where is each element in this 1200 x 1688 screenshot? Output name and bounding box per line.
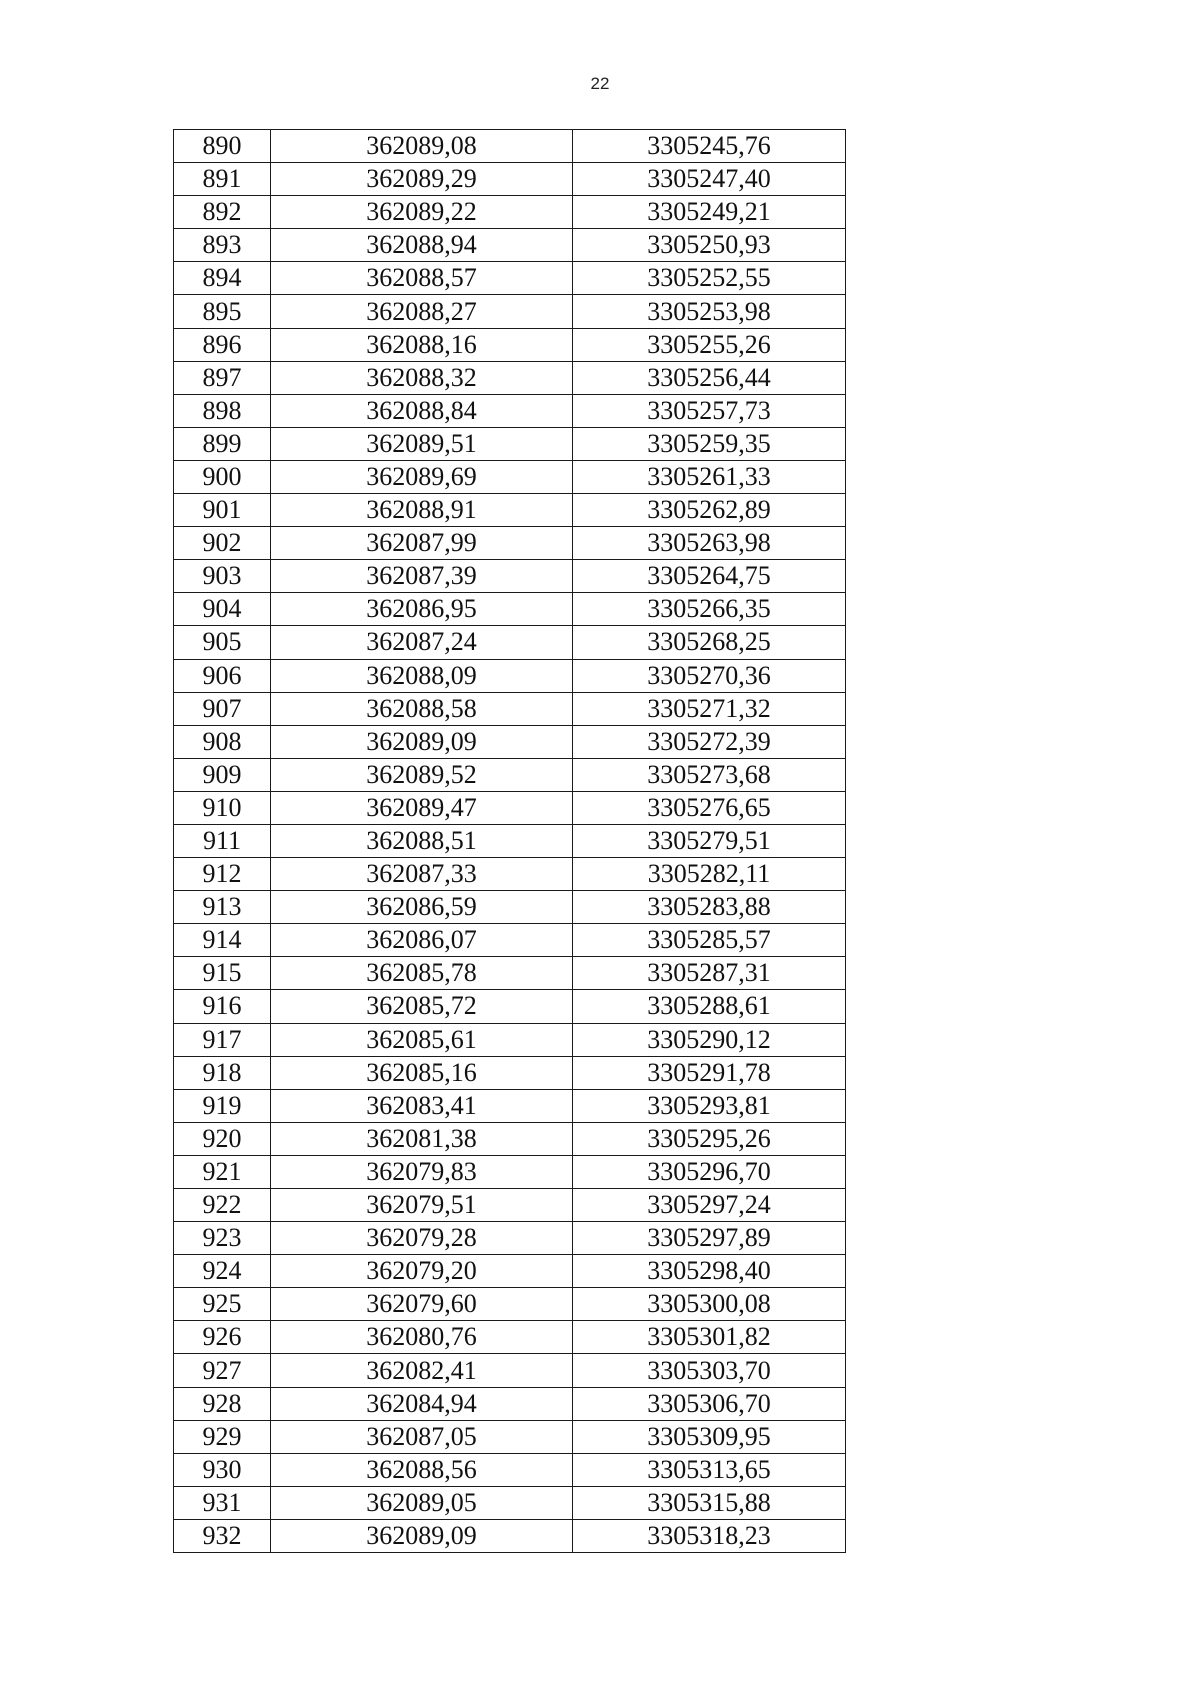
table-row	[174, 1387, 846, 1420]
y-coordinate-cell: 3305273,68	[573, 758, 846, 791]
point-number-cell: 906	[174, 659, 271, 692]
table-row	[174, 295, 846, 328]
y-coordinate-cell: 3305264,75	[573, 560, 846, 593]
point-number-cell: 912	[174, 858, 271, 891]
table-row	[174, 659, 846, 692]
x-coordinate-cell: 362088,32	[271, 361, 573, 394]
x-coordinate-cell: 362085,61	[271, 1023, 573, 1056]
y-coordinate-cell: 3305263,98	[573, 527, 846, 560]
y-coordinate-cell: 3305266,35	[573, 593, 846, 626]
x-coordinate-cell: 362081,38	[271, 1122, 573, 1155]
y-coordinate-cell: 3305309,95	[573, 1420, 846, 1453]
y-coordinate-cell: 3305318,23	[573, 1519, 846, 1552]
table-row	[174, 427, 846, 460]
x-coordinate-cell: 362089,52	[271, 758, 573, 791]
table-row	[174, 1486, 846, 1519]
table-row	[174, 1056, 846, 1089]
y-coordinate-cell: 3305256,44	[573, 361, 846, 394]
point-number-cell: 923	[174, 1222, 271, 1255]
table-row	[174, 725, 846, 758]
point-number-cell: 909	[174, 758, 271, 791]
point-number-cell: 900	[174, 460, 271, 493]
point-number-cell: 903	[174, 560, 271, 593]
x-coordinate-cell: 362085,72	[271, 990, 573, 1023]
point-number-cell: 931	[174, 1486, 271, 1519]
x-coordinate-cell: 362084,94	[271, 1387, 573, 1420]
table-row	[174, 130, 846, 163]
x-coordinate-cell: 362086,95	[271, 593, 573, 626]
point-number-cell: 914	[174, 924, 271, 957]
x-coordinate-cell: 362088,91	[271, 494, 573, 527]
y-coordinate-cell: 3305268,25	[573, 626, 846, 659]
y-coordinate-cell: 3305247,40	[573, 163, 846, 196]
point-number-cell: 898	[174, 394, 271, 427]
point-number-cell: 920	[174, 1122, 271, 1155]
x-coordinate-cell: 362089,09	[271, 725, 573, 758]
table-row	[174, 1453, 846, 1486]
y-coordinate-cell: 3305272,39	[573, 725, 846, 758]
y-coordinate-cell: 3305300,08	[573, 1288, 846, 1321]
x-coordinate-cell: 362079,51	[271, 1189, 573, 1222]
table-row	[174, 692, 846, 725]
table-row	[174, 328, 846, 361]
y-coordinate-cell: 3305279,51	[573, 824, 846, 857]
x-coordinate-cell: 362085,16	[271, 1056, 573, 1089]
table-row	[174, 163, 846, 196]
table-row	[174, 891, 846, 924]
x-coordinate-cell: 362079,83	[271, 1155, 573, 1188]
table-row	[174, 1122, 846, 1155]
x-coordinate-cell: 362088,57	[271, 262, 573, 295]
x-coordinate-cell: 362089,22	[271, 196, 573, 229]
point-number-cell: 927	[174, 1354, 271, 1387]
y-coordinate-cell: 3305313,65	[573, 1453, 846, 1486]
x-coordinate-cell: 362089,69	[271, 460, 573, 493]
x-coordinate-cell: 362088,09	[271, 659, 573, 692]
point-number-cell: 918	[174, 1056, 271, 1089]
point-number-cell: 901	[174, 494, 271, 527]
table-row	[174, 1155, 846, 1188]
page-number: 22	[590, 74, 610, 93]
x-coordinate-cell: 362087,39	[271, 560, 573, 593]
y-coordinate-cell: 3305290,12	[573, 1023, 846, 1056]
y-coordinate-cell: 3305303,70	[573, 1354, 846, 1387]
point-number-cell: 922	[174, 1189, 271, 1222]
point-number-cell: 902	[174, 527, 271, 560]
x-coordinate-cell: 362080,76	[271, 1321, 573, 1354]
y-coordinate-cell: 3305283,88	[573, 891, 846, 924]
y-coordinate-cell: 3305291,78	[573, 1056, 846, 1089]
x-coordinate-cell: 362088,56	[271, 1453, 573, 1486]
y-coordinate-cell: 3305245,76	[573, 130, 846, 163]
coordinates-table	[173, 129, 846, 1553]
x-coordinate-cell: 362089,29	[271, 163, 573, 196]
y-coordinate-cell: 3305261,33	[573, 460, 846, 493]
table-row	[174, 560, 846, 593]
y-coordinate-cell: 3305287,31	[573, 957, 846, 990]
x-coordinate-cell: 362088,58	[271, 692, 573, 725]
table-row	[174, 494, 846, 527]
point-number-cell: 924	[174, 1255, 271, 1288]
x-coordinate-cell: 362085,78	[271, 957, 573, 990]
table-row	[174, 460, 846, 493]
point-number-cell: 928	[174, 1387, 271, 1420]
y-coordinate-cell: 3305295,26	[573, 1122, 846, 1155]
table-row	[174, 1089, 846, 1122]
table-row	[174, 229, 846, 262]
table-row	[174, 824, 846, 857]
table-row	[174, 1222, 846, 1255]
x-coordinate-cell: 362079,20	[271, 1255, 573, 1288]
table-row	[174, 593, 846, 626]
table-row	[174, 1023, 846, 1056]
point-number-cell: 896	[174, 328, 271, 361]
table-row	[174, 1519, 846, 1552]
x-coordinate-cell: 362087,05	[271, 1420, 573, 1453]
point-number-cell: 921	[174, 1155, 271, 1188]
point-number-cell: 894	[174, 262, 271, 295]
x-coordinate-cell: 362079,60	[271, 1288, 573, 1321]
x-coordinate-cell: 362088,16	[271, 328, 573, 361]
table-row	[174, 957, 846, 990]
point-number-cell: 899	[174, 427, 271, 460]
table-row	[174, 626, 846, 659]
y-coordinate-cell: 3305252,55	[573, 262, 846, 295]
table-row	[174, 1189, 846, 1222]
table-row	[174, 858, 846, 891]
point-number-cell: 905	[174, 626, 271, 659]
y-coordinate-cell: 3305259,35	[573, 427, 846, 460]
x-coordinate-cell: 362086,59	[271, 891, 573, 924]
x-coordinate-cell: 362089,08	[271, 130, 573, 163]
point-number-cell: 893	[174, 229, 271, 262]
table-row	[174, 361, 846, 394]
point-number-cell: 919	[174, 1089, 271, 1122]
y-coordinate-cell: 3305301,82	[573, 1321, 846, 1354]
table-row	[174, 1255, 846, 1288]
point-number-cell: 892	[174, 196, 271, 229]
y-coordinate-cell: 3305298,40	[573, 1255, 846, 1288]
y-coordinate-cell: 3305271,32	[573, 692, 846, 725]
x-coordinate-cell: 362089,47	[271, 791, 573, 824]
y-coordinate-cell: 3305293,81	[573, 1089, 846, 1122]
point-number-cell: 908	[174, 725, 271, 758]
x-coordinate-cell: 362089,05	[271, 1486, 573, 1519]
point-number-cell: 930	[174, 1453, 271, 1486]
y-coordinate-cell: 3305270,36	[573, 659, 846, 692]
table-row	[174, 394, 846, 427]
x-coordinate-cell: 362086,07	[271, 924, 573, 957]
y-coordinate-cell: 3305315,88	[573, 1486, 846, 1519]
point-number-cell: 929	[174, 1420, 271, 1453]
table-row	[174, 990, 846, 1023]
y-coordinate-cell: 3305276,65	[573, 791, 846, 824]
x-coordinate-cell: 362087,33	[271, 858, 573, 891]
point-number-cell: 895	[174, 295, 271, 328]
x-coordinate-cell: 362082,41	[271, 1354, 573, 1387]
x-coordinate-cell: 362087,99	[271, 527, 573, 560]
point-number-cell: 897	[174, 361, 271, 394]
y-coordinate-cell: 3305250,93	[573, 229, 846, 262]
y-coordinate-cell: 3305296,70	[573, 1155, 846, 1188]
x-coordinate-cell: 362088,51	[271, 824, 573, 857]
table-row	[174, 924, 846, 957]
x-coordinate-cell: 362089,09	[271, 1519, 573, 1552]
point-number-cell: 891	[174, 163, 271, 196]
x-coordinate-cell: 362087,24	[271, 626, 573, 659]
point-number-cell: 915	[174, 957, 271, 990]
x-coordinate-cell: 362079,28	[271, 1222, 573, 1255]
point-number-cell: 911	[174, 824, 271, 857]
point-number-cell: 907	[174, 692, 271, 725]
table-row	[174, 791, 846, 824]
table-row	[174, 758, 846, 791]
x-coordinate-cell: 362088,94	[271, 229, 573, 262]
point-number-cell: 904	[174, 593, 271, 626]
table-row	[174, 1288, 846, 1321]
y-coordinate-cell: 3305306,70	[573, 1387, 846, 1420]
y-coordinate-cell: 3305255,26	[573, 328, 846, 361]
point-number-cell: 932	[174, 1519, 271, 1552]
point-number-cell: 916	[174, 990, 271, 1023]
y-coordinate-cell: 3305297,89	[573, 1222, 846, 1255]
point-number-cell: 890	[174, 130, 271, 163]
coordinates-table-body	[174, 130, 846, 1553]
point-number-cell: 910	[174, 791, 271, 824]
point-number-cell: 913	[174, 891, 271, 924]
y-coordinate-cell: 3305282,11	[573, 858, 846, 891]
table-row	[174, 262, 846, 295]
y-coordinate-cell: 3305297,24	[573, 1189, 846, 1222]
point-number-cell: 926	[174, 1321, 271, 1354]
table-row	[174, 1354, 846, 1387]
y-coordinate-cell: 3305253,98	[573, 295, 846, 328]
x-coordinate-cell: 362083,41	[271, 1089, 573, 1122]
x-coordinate-cell: 362088,27	[271, 295, 573, 328]
y-coordinate-cell: 3305249,21	[573, 196, 846, 229]
table-row	[174, 1420, 846, 1453]
table-row	[174, 1321, 846, 1354]
table-row	[174, 196, 846, 229]
x-coordinate-cell: 362088,84	[271, 394, 573, 427]
point-number-cell: 925	[174, 1288, 271, 1321]
y-coordinate-cell: 3305257,73	[573, 394, 846, 427]
table-row	[174, 527, 846, 560]
point-number-cell: 917	[174, 1023, 271, 1056]
y-coordinate-cell: 3305262,89	[573, 494, 846, 527]
y-coordinate-cell: 3305285,57	[573, 924, 846, 957]
y-coordinate-cell: 3305288,61	[573, 990, 846, 1023]
x-coordinate-cell: 362089,51	[271, 427, 573, 460]
